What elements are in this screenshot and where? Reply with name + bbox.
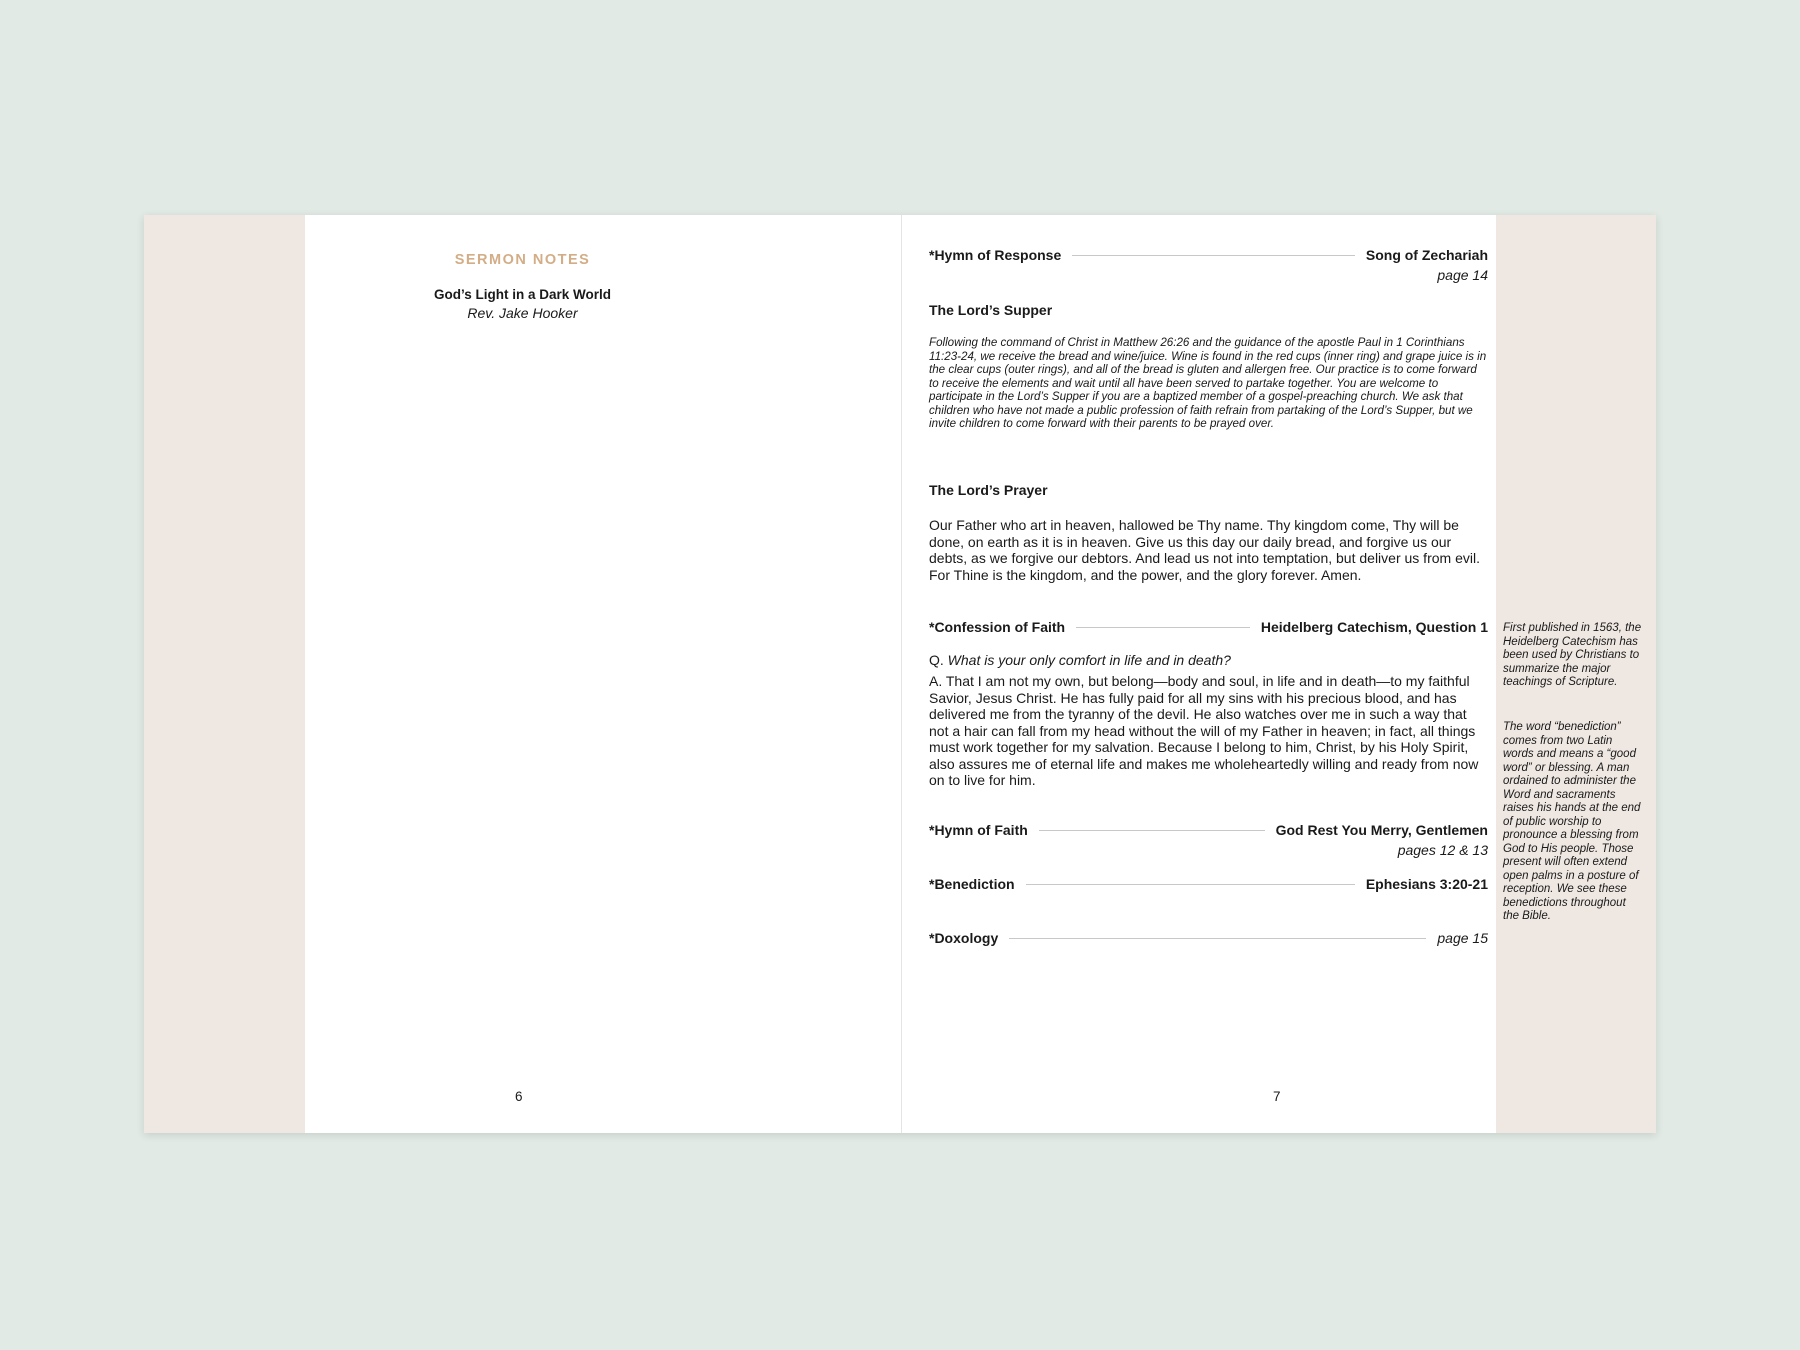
- leader-rule: [1009, 938, 1426, 939]
- catechism-question: [929, 652, 1488, 668]
- doxology-label: *Doxology: [929, 930, 999, 946]
- page-left: [305, 215, 900, 1133]
- side-note-benediction: The word “benediction” comes from two Latin words and means a “good word” or blessing. A man ordained to administer the Word and sacraments raises his hands at the end of public worship to pronounce a blessing from God to His people. Those present will often extend open palms in a posture of reception. We see these benedictions throughout the Bible.: [1503, 721, 1641, 922]
- catechism-answer: A. That I am not my own, but belong—body and soul, in life and in death—to my faithful Savior, Jesus Christ. He has fully paid for all my sins with his precious blood, and has delivered me from the tyranny of the devil. He also watches over me in such a way that not a hair can fall from my head without the will of my Father in heaven; in fact, all things must work together for my salvation. Because I belong to him, Christ, by his Holy Spirit, also assures me of eternal life and makes me wholeheartedly willing and ready from now on to live for him.: [929, 673, 1479, 788]
- lords-supper-text: Following the command of Christ in Matthew 26:26 and the guidance of the apostle Paul in 1 Corinthians 11:23-24, we receive the bread and wine/juice. Wine is found in the red cups (inner ring) and grape juice is in the clear cups (outer rings), and all of the bread is gluten and allergen free. Our practice is to come forward to receive the elements and wait until all have been served to partake together. You are welcome to participate in the Lord’s Supper if you are a baptized member of a gospel-preaching church. We ask that children who have not made a public profession of faith refrain from partaking of the Lord’s Supper, but we invite children to come forward with their parents to be prayed over.: [929, 336, 1487, 430]
- hymn-of-faith-row: [929, 822, 1488, 838]
- benediction-reference: Ephesians 3:20-21: [1365, 876, 1488, 892]
- doxology-row: [929, 930, 1488, 946]
- left-margin: [144, 215, 305, 1133]
- confession-of-faith-row: [929, 619, 1488, 635]
- hymn-of-faith-title: God Rest You Merry, Gentlemen: [1275, 822, 1488, 838]
- question-text: What is your only comfort in life and in death?: [947, 652, 1231, 668]
- doxology-page: page 15: [1437, 930, 1488, 946]
- side-note-catechism: First published in 1563, the Heidelberg Catechism has been used by Christians to summarize the major teachings of Scripture.: [1503, 622, 1642, 688]
- page-right: [901, 215, 1497, 1133]
- lords-prayer-text: Our Father who art in heaven, hallowed be Thy name. Thy kingdom come, Thy will be done, on earth as it is in heaven. Give us this day our daily bread, and forgive us our debts, as we forgive our debtors. And lead us not into temptation, but deliver us from evil. For Thine is the kingdom, and the power, and the glory forever. Amen.: [929, 517, 1480, 583]
- lords-supper-title: The Lord’s Supper: [929, 302, 1053, 318]
- hymn-of-response-row: [929, 247, 1488, 263]
- leader-rule: [1076, 627, 1250, 628]
- hymn-of-response-page: page 14: [1437, 267, 1488, 283]
- hymn-of-faith-label: *Hymn of Faith: [929, 822, 1028, 838]
- hymn-of-response-label: *Hymn of Response: [929, 247, 1062, 263]
- booklet-spread: [144, 215, 1656, 1133]
- leader-rule: [1072, 255, 1355, 256]
- benediction-row: [929, 876, 1488, 892]
- hymn-of-response-title: Song of Zechariah: [1365, 247, 1488, 263]
- page-number-right: 7: [1273, 1089, 1281, 1104]
- confession-of-faith-label: *Confession of Faith: [929, 619, 1066, 635]
- leader-rule: [1026, 884, 1355, 885]
- benediction-label: *Benediction: [929, 876, 1015, 892]
- leader-rule: [1039, 830, 1265, 831]
- sermon-preacher: Rev. Jake Hooker: [467, 305, 578, 321]
- hymn-of-faith-pages: pages 12 & 13: [1397, 842, 1488, 858]
- sermon-title: God’s Light in a Dark World: [433, 287, 611, 302]
- page-number-left: 6: [515, 1089, 523, 1104]
- right-margin: [1496, 215, 1656, 1133]
- question-prefix: Q.: [929, 652, 944, 668]
- sermon-notes-heading: SERMON NOTES: [454, 252, 591, 268]
- lords-prayer-title: The Lord’s Prayer: [929, 482, 1048, 498]
- confession-of-faith-source: Heidelberg Catechism, Question 1: [1260, 619, 1488, 635]
